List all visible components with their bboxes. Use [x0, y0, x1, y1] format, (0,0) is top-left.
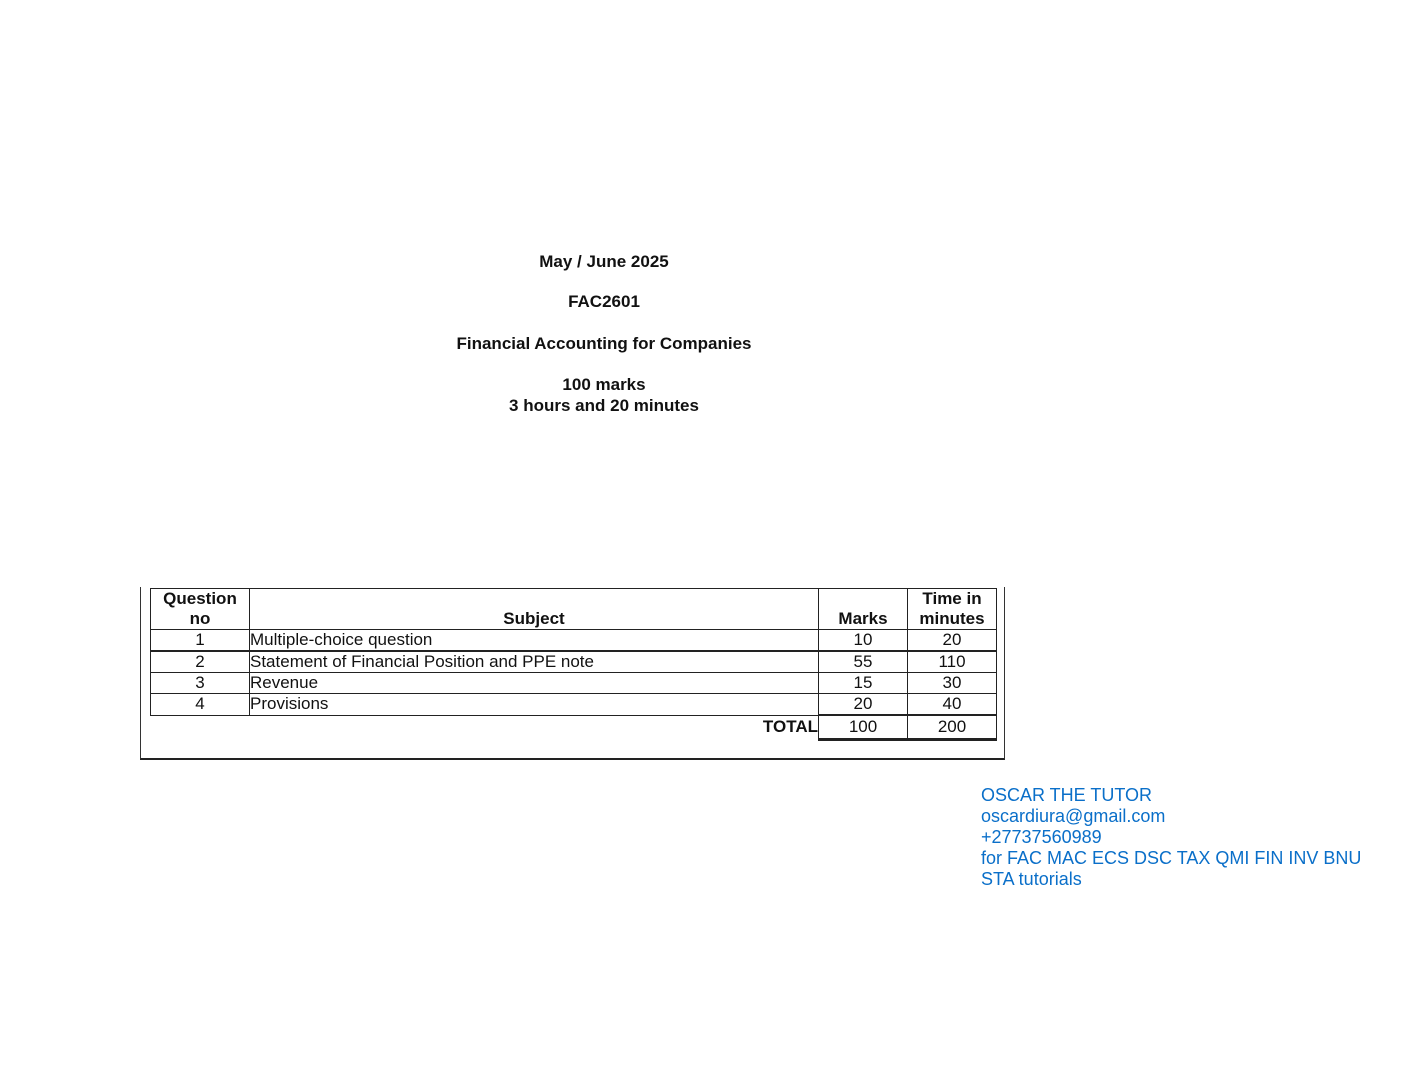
header-marks: Marks [819, 589, 908, 630]
question-no: 4 [151, 694, 250, 716]
question-subject: Statement of Financial Position and PPE note [250, 651, 819, 673]
exam-duration: 3 hours and 20 minutes [509, 396, 699, 415]
table-row [151, 651, 997, 673]
question-subject: Multiple-choice question [250, 630, 819, 652]
question-marks: 10 [819, 630, 908, 652]
question-no: 3 [151, 673, 250, 694]
question-marks: 15 [819, 673, 908, 694]
tutor-name: OSCAR THE TUTOR [981, 785, 1153, 805]
question-time: 110 [908, 651, 997, 673]
module-name: Financial Accounting for Companies [456, 334, 752, 353]
question-table [150, 588, 997, 741]
tutor-email: oscardiura@gmail.com [981, 806, 1166, 826]
question-time: 40 [908, 694, 997, 716]
header-question-no: Question no [151, 589, 250, 630]
question-time: 30 [908, 673, 997, 694]
tutor-subjects: for FAC MAC ECS DSC TAX QMI FIN INV BNU [981, 848, 1362, 868]
question-marks: 55 [819, 651, 908, 673]
tutor-phone: +27737560989 [981, 827, 1102, 847]
module-code: FAC2601 [568, 292, 640, 311]
question-marks: 20 [819, 694, 908, 716]
tutor-subjects-cont: STA tutorials [981, 869, 1082, 889]
tutor-contact-block [981, 785, 1361, 890]
table-row [151, 673, 997, 694]
total-marks-value: 100 [819, 715, 908, 739]
total-marks: 100 marks [562, 375, 646, 394]
table-row [151, 694, 997, 716]
question-subject: Revenue [250, 673, 819, 694]
total-time-value: 200 [908, 715, 997, 739]
table-header-row [151, 589, 997, 630]
total-label: TOTAL [762, 717, 818, 737]
question-no: 1 [151, 630, 250, 652]
header-subject: Subject [250, 589, 819, 630]
header-time: Time in minutes [908, 589, 997, 630]
total-row [151, 715, 997, 739]
table-row [151, 630, 997, 652]
exam-session: May / June 2025 [539, 252, 669, 271]
question-no: 2 [151, 651, 250, 673]
question-time: 20 [908, 630, 997, 652]
question-subject: Provisions [250, 694, 819, 716]
